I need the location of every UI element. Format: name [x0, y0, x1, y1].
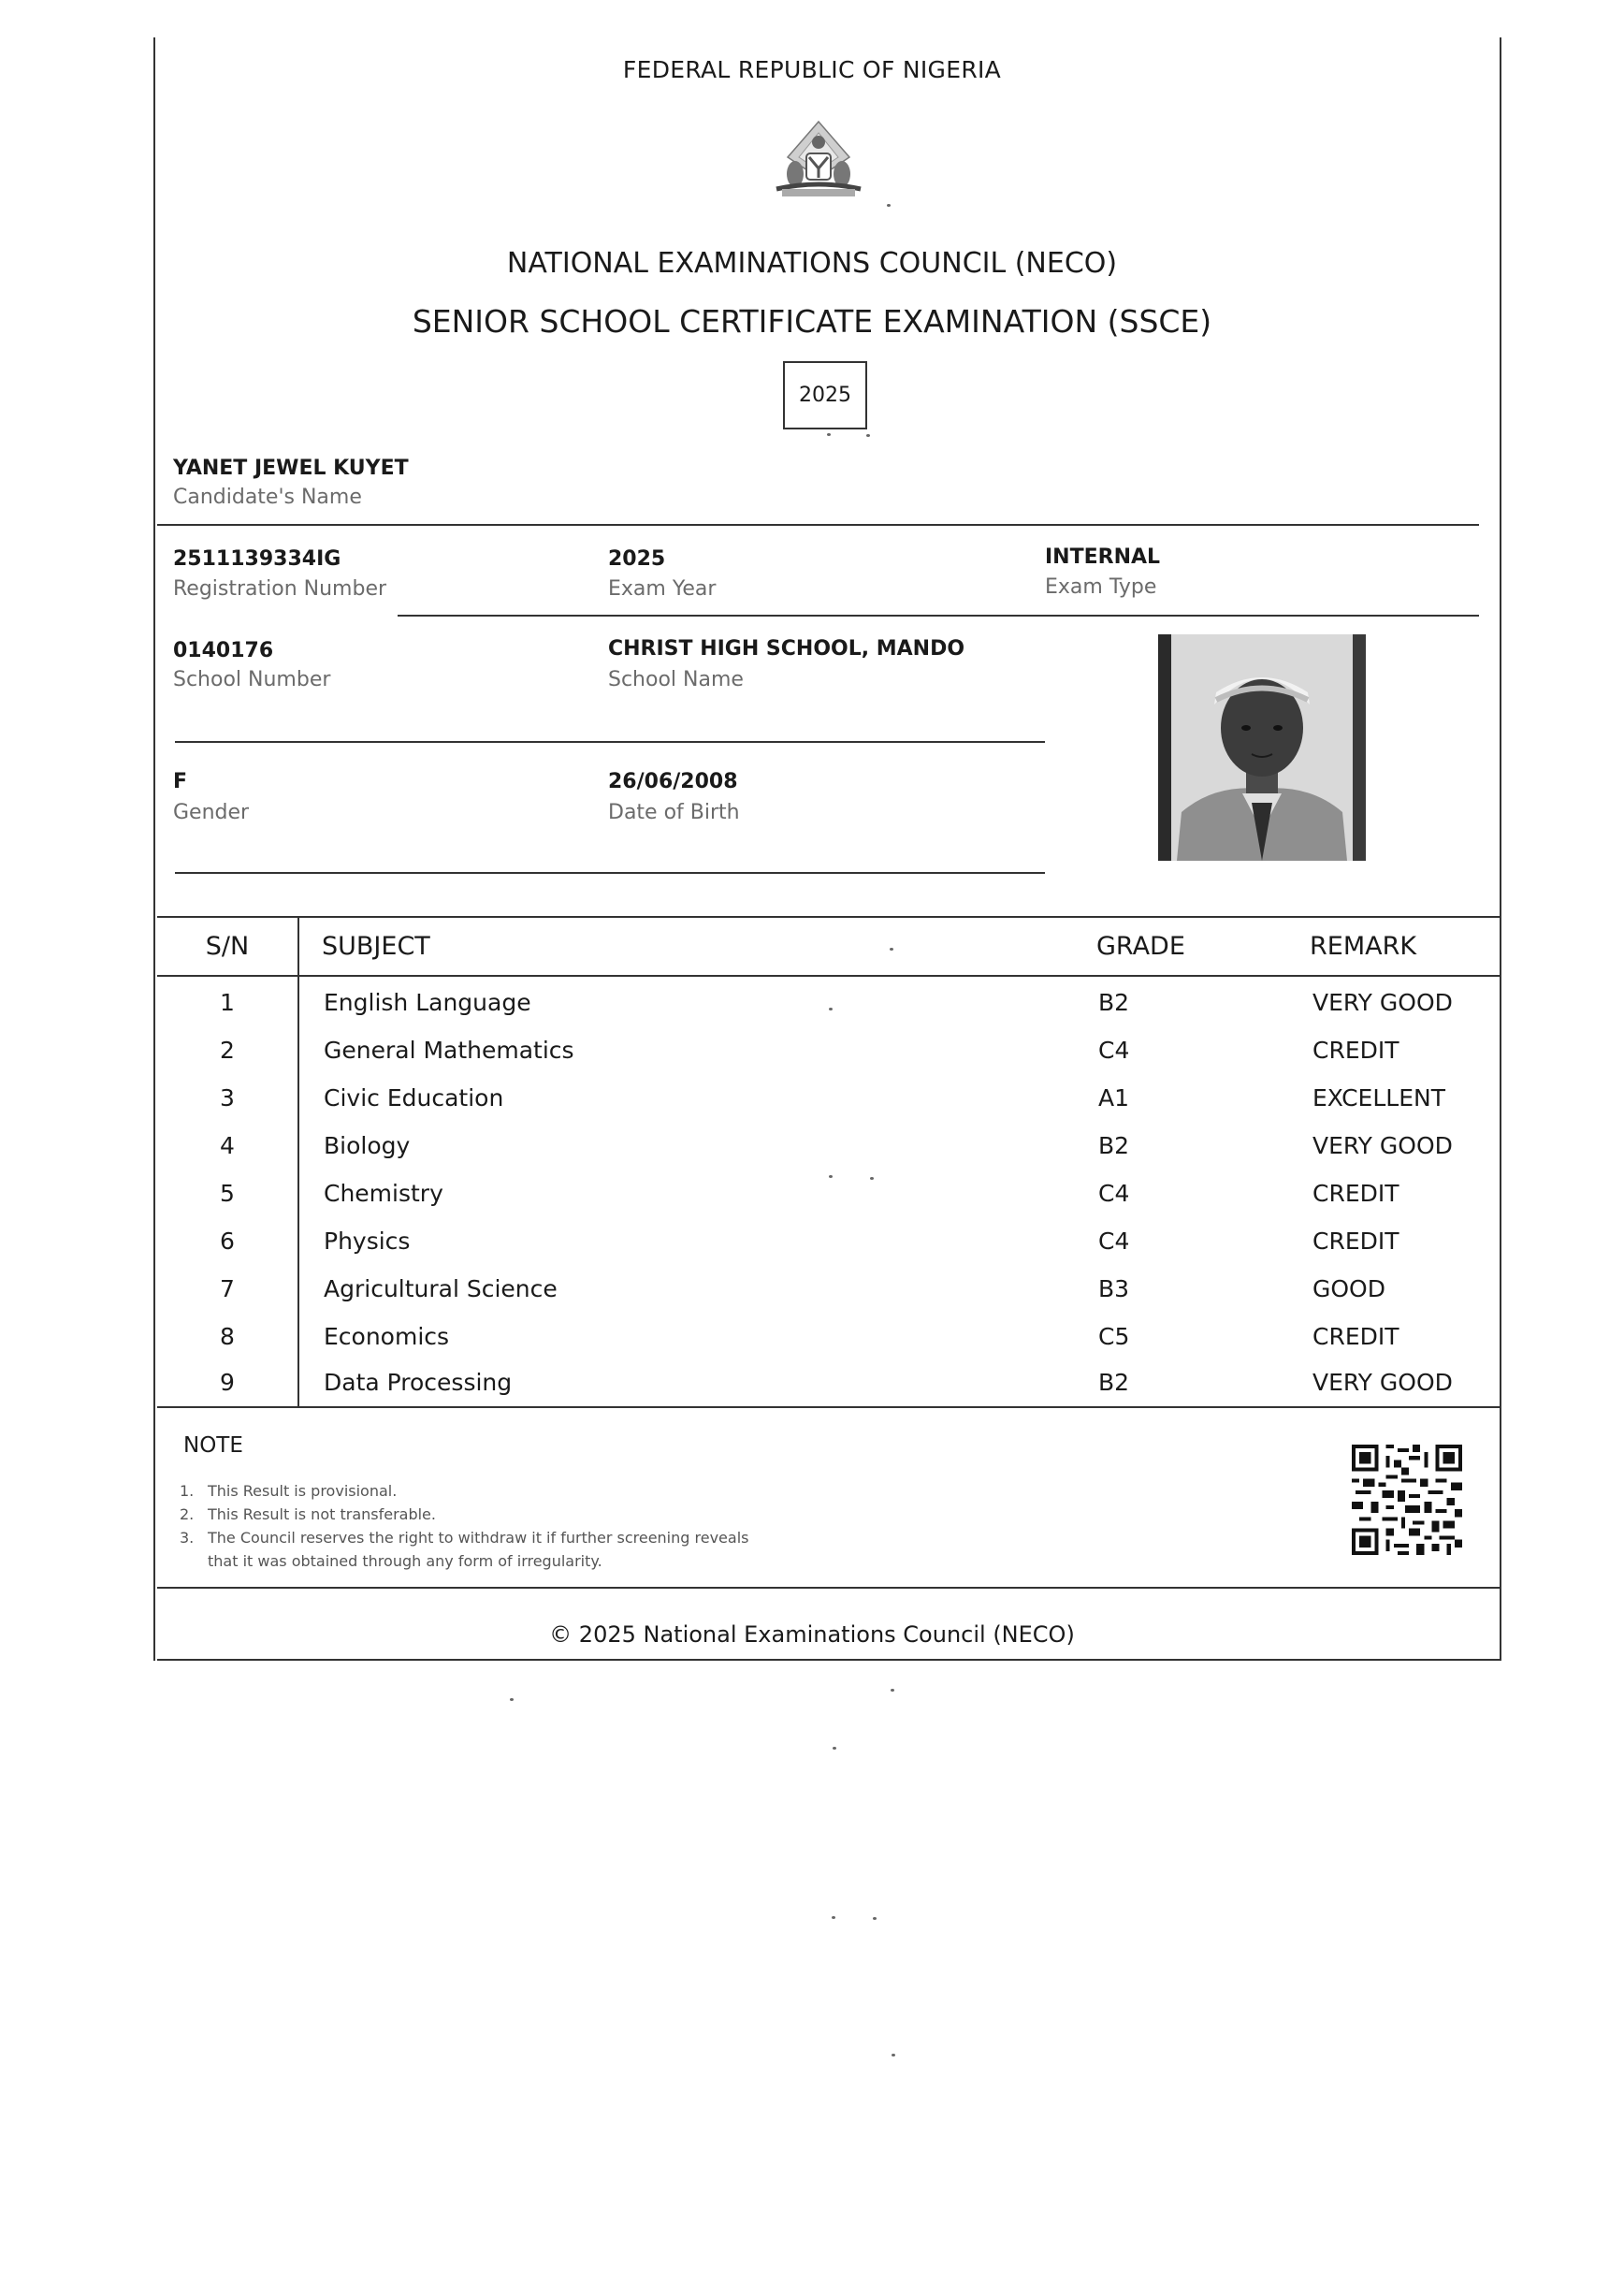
school-name-label: School Name — [608, 668, 744, 691]
scan-speck — [890, 948, 893, 951]
exam-title: SENIOR SCHOOL CERTIFICATE EXAMINATION (SSCE) — [412, 303, 1212, 340]
table-row — [157, 1218, 1501, 1266]
divider-1 — [157, 524, 1479, 526]
row-grade: B3 — [1098, 1275, 1130, 1302]
gender-label: Gender — [173, 801, 250, 824]
school-number: 0140176 — [173, 639, 274, 662]
scan-speck — [827, 433, 831, 436]
date-of-birth-label: Date of Birth — [608, 801, 740, 824]
row-grade: A1 — [1098, 1084, 1130, 1112]
header-subject: SUBJECT — [322, 932, 430, 961]
divider-2 — [398, 615, 1479, 617]
note-item-1-num: 1. — [180, 1482, 195, 1500]
row-remark: VERY GOOD — [1312, 1369, 1453, 1396]
exam-type-label: Exam Type — [1045, 575, 1157, 599]
row-sn: 1 — [220, 989, 235, 1016]
row-grade: C5 — [1098, 1323, 1130, 1350]
row-remark: GOOD — [1312, 1275, 1385, 1302]
table-header-line — [157, 975, 1501, 977]
scan-speck — [873, 1917, 877, 1920]
row-subject: English Language — [324, 989, 531, 1016]
header-remark: REMARK — [1310, 932, 1417, 961]
candidate-name: YANET JEWEL KUYET — [173, 457, 409, 480]
row-grade: C4 — [1098, 1228, 1130, 1255]
note-item-3-continued: that it was obtained through any form of irregularity. — [208, 1552, 602, 1570]
frame-right-line — [1500, 37, 1501, 1661]
row-grade: B2 — [1098, 1132, 1130, 1159]
row-sn: 8 — [220, 1323, 235, 1350]
table-row — [157, 1359, 1501, 1407]
frame-left-line — [153, 37, 155, 1661]
row-sn: 2 — [220, 1037, 235, 1064]
table-row — [157, 1266, 1501, 1314]
row-subject: Physics — [324, 1228, 411, 1255]
row-remark: EXCELLENT — [1312, 1084, 1445, 1112]
scan-speck — [829, 1008, 833, 1010]
footer-divider — [157, 1587, 1501, 1589]
row-grade: C4 — [1098, 1180, 1130, 1207]
row-sn: 5 — [220, 1180, 235, 1207]
coat-of-arms-icon — [767, 120, 870, 204]
note-item-3: The Council reserves the right to withdraw it if further screening reveals — [208, 1529, 749, 1547]
row-grade: B2 — [1098, 989, 1130, 1016]
scan-speck — [887, 204, 891, 207]
row-sn: 4 — [220, 1132, 235, 1159]
table-top-line — [157, 916, 1501, 918]
note-item-3-num: 3. — [180, 1529, 195, 1547]
row-subject: Agricultural Science — [324, 1275, 558, 1302]
registration-number-label: Registration Number — [173, 577, 387, 601]
school-name: CHRIST HIGH SCHOOL, MANDO — [608, 637, 965, 661]
exam-type: INTERNAL — [1045, 545, 1161, 569]
note-item-2-num: 2. — [180, 1505, 195, 1523]
candidate-name-label: Candidate's Name — [173, 486, 362, 509]
note-item-2: This Result is not transferable. — [208, 1505, 436, 1523]
row-remark: CREDIT — [1312, 1180, 1399, 1207]
table-row — [157, 1075, 1501, 1123]
scan-speck — [892, 2054, 895, 2056]
row-sn: 9 — [220, 1369, 235, 1396]
date-of-birth: 26/06/2008 — [608, 770, 738, 793]
note-item-1: This Result is provisional. — [208, 1482, 398, 1500]
exam-year-label: Exam Year — [608, 577, 717, 601]
country-title: FEDERAL REPUBLIC OF NIGERIA — [622, 56, 1002, 83]
row-sn: 6 — [220, 1228, 235, 1255]
copyright-text: © 2025 National Examinations Council (NECO) — [549, 1621, 1075, 1648]
school-number-label: School Number — [173, 668, 331, 691]
row-sn: 3 — [220, 1084, 235, 1112]
table-row — [157, 980, 1501, 1027]
row-remark: CREDIT — [1312, 1228, 1399, 1255]
row-grade: C4 — [1098, 1037, 1130, 1064]
table-row — [157, 1314, 1501, 1361]
qr-code-icon — [1352, 1445, 1462, 1555]
note-title: NOTE — [183, 1433, 243, 1458]
row-subject: General Mathematics — [324, 1037, 574, 1064]
row-subject: Economics — [324, 1323, 450, 1350]
exam-year: 2025 — [608, 547, 666, 571]
row-subject: Chemistry — [324, 1180, 443, 1207]
registration-number: 2511139334IG — [173, 547, 341, 571]
scan-speck — [833, 1747, 836, 1750]
row-grade: B2 — [1098, 1369, 1130, 1396]
header-sn: S/N — [205, 932, 250, 961]
row-sn: 7 — [220, 1275, 235, 1302]
row-remark: CREDIT — [1312, 1323, 1399, 1350]
table-row — [157, 1123, 1501, 1170]
divider-4 — [175, 872, 1045, 874]
scan-speck — [829, 1175, 833, 1178]
gender: F — [173, 770, 188, 793]
row-remark: VERY GOOD — [1312, 989, 1453, 1016]
table-row — [157, 1027, 1501, 1075]
header-grade: GRADE — [1096, 932, 1185, 961]
exam-year-box: 2025 — [783, 361, 867, 429]
council-title: NATIONAL EXAMINATIONS COUNCIL (NECO) — [506, 247, 1118, 280]
scan-speck — [870, 1177, 874, 1180]
row-subject: Biology — [324, 1132, 411, 1159]
row-subject: Civic Education — [324, 1084, 504, 1112]
scan-speck — [891, 1689, 894, 1692]
divider-3 — [175, 741, 1045, 743]
frame-bottom-line — [157, 1659, 1501, 1661]
row-remark: CREDIT — [1312, 1037, 1399, 1064]
row-subject: Data Processing — [324, 1369, 513, 1396]
row-remark: VERY GOOD — [1312, 1132, 1453, 1159]
scan-speck — [832, 1916, 835, 1919]
scan-speck — [866, 434, 870, 437]
candidate-photo — [1158, 634, 1366, 861]
scan-speck — [510, 1698, 514, 1701]
